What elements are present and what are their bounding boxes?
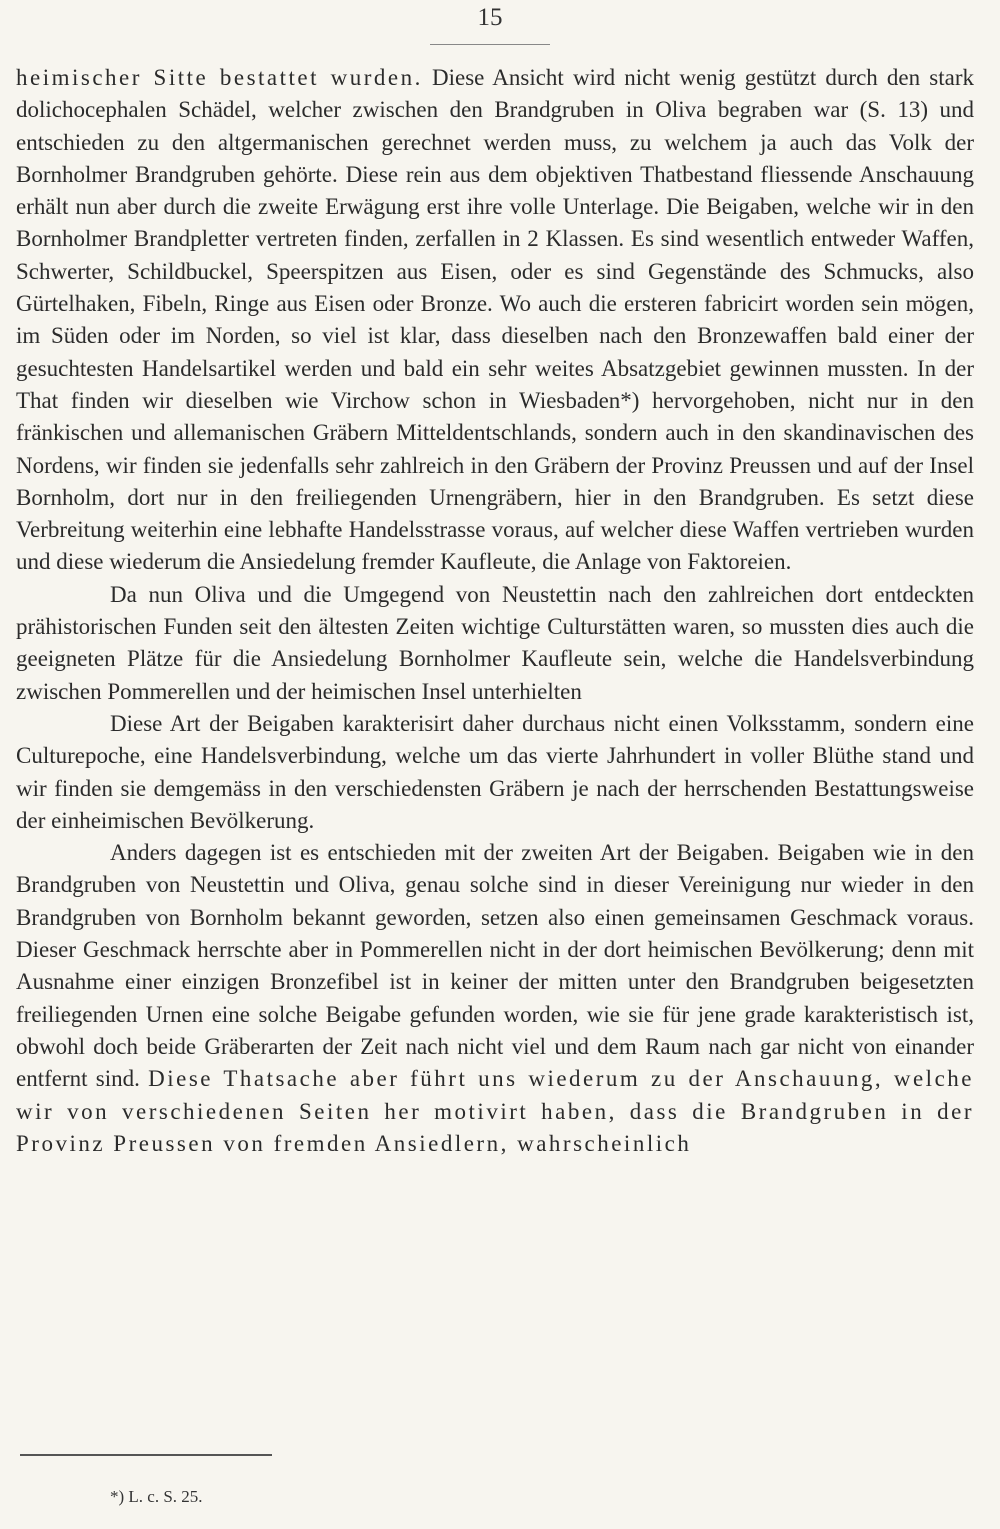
- page-number: 15: [477, 4, 503, 31]
- paragraph-1: [16, 62, 974, 579]
- paragraph-4-spaced-tail: Diese Thatsache aber führt uns wiederum zu der Anschauung, welche wir von verschiedenen Seiten her motivirt haben, dass die Brandgruben in der Provinz Preussen von fremden Ansiedlern, wahrscheinlich: [16, 1066, 974, 1156]
- paragraph-1-spaced-lead: heimischer Sitte bestattet wurden.: [16, 65, 423, 90]
- paragraph-3: Diese Art der Beigaben karakterisirt daher durchaus nicht einen Volksstamm, sondern eine Culturepoche, eine Handelsverbindung, welche um das vierte Jahrhundert in voller Blüthe stand und wir finden sie demgemäss in den verschiedensten Gräbern je nach der herrschenden Bestattungsweise der einheimischen Bevölkerung.: [16, 710, 974, 833]
- paragraph-2: Da nun Oliva und die Umgegend von Neustettin nach den zahlreichen dort entdeckten prähistorischen Funden seit den ältesten Zeiten wichtige Culturstätten waren, so mussten dies auch die geeigneten Plätze für die Ansiedelung Bornholmer Kaufleute sein, welche die Handelsverbindung zwischen Pommerellen und der heimischen Insel unterhielten: [16, 581, 974, 704]
- paragraph-4-text: Anders dagegen ist es entschieden mit der zweiten Art der Beigaben. Beigaben wie in den Brandgruben von Neustettin und Oliva, genau solche sind in dieser Vereinigung nur wieder in den Brandgruben von Bornholm bekannt geworden, setzen also einen gemeinsamen Geschmack voraus. Dieser Geschmack herrschte aber in Pommerellen nicht in der dort heimischen Bevölkerung; denn mit Ausnahme einer einzigen Bronzefibel ist in keiner der mitten unter den Brandgruben beigesetzten freiliegenden Urnen eine solche Beigabe gefunden worden, wie sie für jene grade karakteristisch ist, obwohl doch beide Gräberarten der Zeit nach nicht viel und dem Raum nach gar nicht von einander entfernt sind.: [16, 840, 974, 1092]
- body-text: [16, 62, 974, 1160]
- footnote: *) L. c. S. 25.: [110, 1487, 203, 1506]
- header-rule: [430, 44, 550, 45]
- paragraph-4: [16, 837, 974, 1160]
- footnote-rule: [20, 1454, 272, 1456]
- paragraph-1-text: Diese Ansicht wird nicht wenig gestützt durch den stark dolichocephalen Schädel, welcher zwischen den Brandgruben in Oliva begraben war (S. 13) und entschieden zu den altgermanischen gerechnet werden muss, zu welchem ja auch das Volk der Bornholmer Brandgruben gehörte. Diese rein aus dem objektiven Thatbestand fliessende Anschauung erhält nun aber durch die zweite Erwägung erst ihre volle Unterlage. Die Beigaben, welche wir in den Bornholmer Brandpletter vertreten finden, zerfallen in 2 Klassen. Es sind wesentlich entweder Waffen, Schwerter, Schildbuckel, Speerspitzen aus Eisen, oder es sind Gegenstände des Schmucks, also Gürtelhaken, Fibeln, Ringe aus Eisen oder Bronze. Wo auch die ersteren fabricirt worden sein mögen, im Süden oder im Norden, so viel ist klar, dass dieselben nach den Bronzewaffen bald einer der gesuchtesten Handelsartikel werden und bald ein sehr weites Absatzgebiet gewinnen mussten. In der That finden wir dieselben wie Virchow schon in Wiesbaden*) hervorgehoben, nicht nur in den fränkischen und allemanischen Gräbern Mitteldentschlands, sondern auch in den skandinavischen des Nordens, wir finden sie jedenfalls sehr zahlreich in den Gräbern der Provinz Preussen und auf der Insel Bornholm, dort nur in den freiliegenden Urnengräbern, hier in den Brandgruben. Es setzt diese Verbreitung weiterhin eine lebhafte Handelsstrasse voraus, auf welcher diese Waffen vertrieben wurden und diese wiederum die Ansiedelung fremder Kaufleute, die Anlage von Faktoreien.: [16, 65, 974, 575]
